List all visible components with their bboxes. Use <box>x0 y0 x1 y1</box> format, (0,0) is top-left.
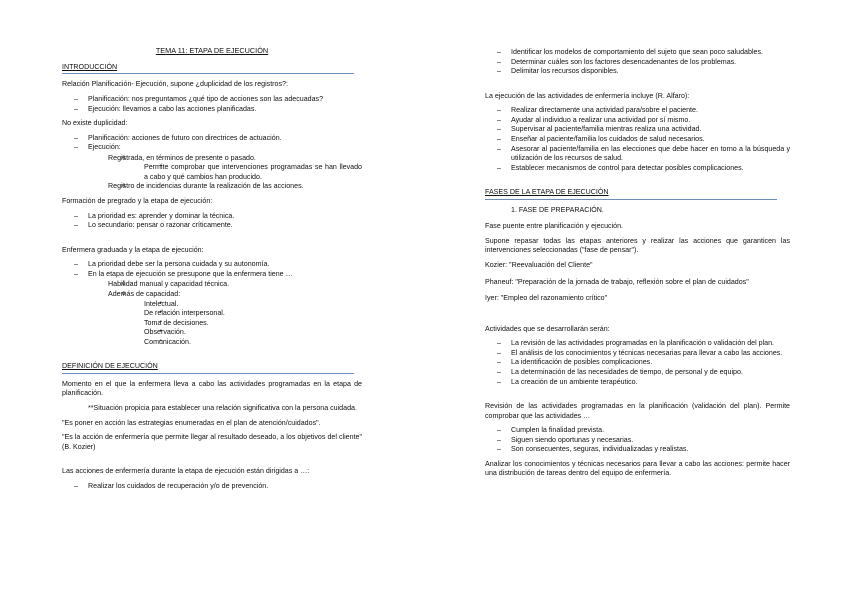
spacer <box>485 82 790 92</box>
formacion-list <box>62 212 362 231</box>
definition-quote: "Es poner en acción las estrategias enumeradas en el plan de atención/cuidados". <box>62 418 321 427</box>
list-item: – Identificar los modelos de comportamiento del sujeto que sean poco saludables. <box>485 48 790 58</box>
list-item: – La revisión de las actividades programadas en la planificación o validación del plan. <box>485 339 790 349</box>
sub-list-item <box>88 154 362 183</box>
bullet-list <box>108 163 362 182</box>
sub-list-item: o Registro de incidencias durante la realización de las acciones. <box>88 182 362 192</box>
spacer <box>485 178 790 188</box>
list-item <box>62 270 362 348</box>
ejecucion-list <box>485 106 790 173</box>
spacer <box>485 309 790 325</box>
continued-list <box>485 48 790 77</box>
list-item: – Asesorar al paciente/familia en las elecciones que debe hacer en torno a la búsqueda y utilización de los recursos de salud. <box>485 145 790 164</box>
relation-text: Relación Planificación- Ejecución, supone ¿duplicidad de los registros?: <box>62 80 288 89</box>
bullet-item: ▪ Observación. <box>108 328 362 338</box>
list-item-label: En la etapa de ejecución se presupone que la enfermera tiene … <box>88 269 293 278</box>
list-item: – Ayudar al individuo a realizar una actividad por sí mismo. <box>485 116 790 126</box>
spacer <box>485 392 790 402</box>
no-dup-text: No existe duplicidad: <box>62 119 128 128</box>
revision-text: Revisión de las actividades programadas en la planificación (validación del plan). Permite comprobar que las actividades … <box>485 402 790 420</box>
left-column <box>62 46 362 496</box>
list-item: – Son consecuentes, seguras, individualizadas y realistas. <box>485 445 790 455</box>
list-item: – Planificación: nos preguntamos ¿qué tipo de acciones son las adecuadas? <box>62 95 362 105</box>
capacidad-list <box>108 300 362 348</box>
sub-list <box>88 154 362 192</box>
spacer <box>62 352 362 362</box>
list-item-label: Ejecución: <box>88 143 121 152</box>
acciones-text: Las acciones de enfermería durante la etapa de ejecución están dirigidas a …: <box>62 467 310 476</box>
acciones-list <box>62 482 362 492</box>
list-item: – Delimitar los recursos disponibles. <box>485 67 790 77</box>
bullet-item: ▪ Comunicación. <box>108 338 362 348</box>
sub-list <box>88 280 362 347</box>
bullet-item: ▪ De relación interpersonal. <box>108 309 362 319</box>
list-item: – Realizar directamente una actividad para/sobre el paciente. <box>485 106 790 116</box>
fase-paragraph: Fase puente entre planificación y ejecución. <box>485 222 624 231</box>
spacer <box>62 236 362 246</box>
list-item: – Enseñar al paciente/familia los cuidados de salud necesarios. <box>485 135 790 145</box>
analizar-text: Analizar los conocimientos y técnicas necesarios para llevar a cabo las acciones: permite hacer una distribución de tareas dentro del equipo de enfermería. <box>485 459 790 478</box>
definition-quote: "Es la acción de enfermería que permite llegar al resultado deseado, a los objetivos del cliente" (B. Kozier) <box>62 433 362 451</box>
document-title: TEMA 11: ETAPA DE EJECUCIÓN <box>155 46 269 55</box>
bullet-item: ▪ Toma de decisiones. <box>108 319 362 329</box>
definition-heading: DEFINICIÓN DE EJECUCIÓN <box>62 362 354 374</box>
list-item: – La prioridad debe ser la persona cuidada y su autonomía. <box>62 260 362 270</box>
list-item: – La determinación de las necesidades de tiempo, de personal y de equipo. <box>485 368 790 378</box>
list-item: – El análisis de los conocimientos y técnicas necesarias para llevar a cabo las acciones. <box>485 349 790 359</box>
list-item: – Lo secundario: pensar o razonar críticamente. <box>62 221 362 231</box>
sub-list-item <box>88 290 362 347</box>
sub-list-item-label: Además de capacidad: <box>108 289 181 298</box>
list-item: – Determinar cuáles son los factores desencadenantes de los problemas. <box>485 58 790 68</box>
list-item: – La identificación de posibles complicaciones. <box>485 358 790 368</box>
list-item: – Realizar los cuidados de recuperación y/o de prevención. <box>62 482 362 492</box>
list-item: – Supervisar al paciente/familia mientras realiza una actividad. <box>485 125 790 135</box>
list-item <box>62 143 362 192</box>
list-item: – La prioridad es: aprender y dominar la técnica. <box>62 212 362 222</box>
revision-list <box>485 426 790 455</box>
actividades-list <box>485 339 790 387</box>
fases-heading: FASES DE LA ETAPA DE EJECUCIÓN <box>485 188 777 200</box>
list-item: – Planificación: acciones de futuro con directrices de actuación. <box>62 134 362 144</box>
fase-paragraph: Iyer: "Empleo del razonamiento crítico" <box>485 294 608 303</box>
list-item: – Siguen siendo oportunas y necesarias. <box>485 436 790 446</box>
fase-paragraph: Phaneuf: "Preparación de la jornada de trabajo, reflexión sobre el plan de cuidados" <box>485 277 749 286</box>
graduada-list <box>62 260 362 347</box>
graduada-text: Enfermera graduada y la etapa de ejecución: <box>62 245 204 254</box>
fase-paragraph: Kozier: "Reevaluación del Cliente" <box>485 261 593 269</box>
bullet-item: ▪ Intelectual. <box>108 300 362 310</box>
right-column <box>485 48 790 484</box>
intro-heading: INTRODUCCIÓN <box>62 63 354 75</box>
sub-list-item-label: Registrada, en términos de presente o pasado. <box>108 153 256 162</box>
definition-paragraph: **Situación propicia para establecer una relación significativa con la persona cuidada. <box>88 404 357 413</box>
list-item: – La creación de un ambiente terapéutico. <box>485 378 790 388</box>
spacer <box>62 457 362 467</box>
list-item: – Ejecución: llevamos a cabo las acciones planificadas. <box>62 105 362 115</box>
fase-preparacion-heading: 1. FASE DE PREPARACIÓN. <box>511 205 604 214</box>
ejecucion-text: La ejecución de las actividades de enfermería incluye (R. Alfaro): <box>485 91 690 100</box>
relation-list <box>62 95 362 114</box>
list-item: – Cumplen la finalidad prevista. <box>485 426 790 436</box>
bullet-item: ▪ Permite comprobar que intervenciones programadas se han llevado a cabo y qué cambios han producido. <box>108 163 362 182</box>
list-item: – Establecer mecanismos de control para detectar posibles complicaciones. <box>485 164 790 174</box>
formacion-text: Formación de pregrado y la etapa de ejecución: <box>62 197 213 206</box>
actividades-text: Actividades que se desarrollarán serán: <box>485 324 610 333</box>
no-dup-list <box>62 134 362 192</box>
sub-list-item: o Habilidad manual y capacidad técnica. <box>88 280 362 290</box>
fase-paragraph: Supone repasar todas las etapas anteriores y realizar las acciones que garanticen las intervenciones seleccionadas ("fase de pensar"). <box>485 236 790 255</box>
definition-paragraph: Momento en el que la enfermera lleva a cabo las actividades programadas en la etapa de planificación. <box>62 379 362 398</box>
